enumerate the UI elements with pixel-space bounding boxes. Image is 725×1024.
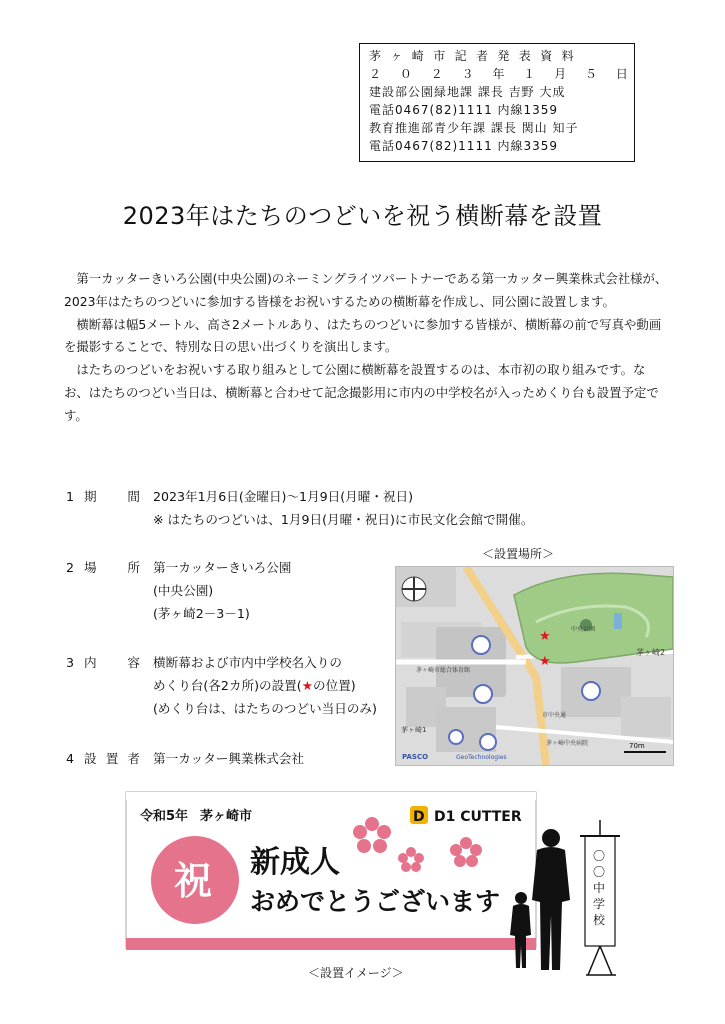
page-title: 2023年はたちのつどいを祝う横断幕を設置 [122, 202, 603, 230]
banner-svg [110, 780, 630, 980]
item-value: 第一カッターきいろ公園 [153, 560, 292, 575]
release-date: ２ ０ ２ ３ 年 １ 月 ５ 日 [369, 67, 628, 81]
star-icon: ★ [301, 678, 313, 693]
iwai-character: 祝 [174, 859, 213, 903]
contact-dept-2: 教育推進部青少年課 課長 関山 知子 [369, 121, 579, 135]
svg-text:★: ★ [539, 629, 551, 644]
contact-dept-1: 建設部公園緑地課 課長 吉野 大成 [369, 85, 566, 99]
brand-name: D1 CUTTER [434, 809, 522, 825]
banner-era: 令和5年 [140, 809, 189, 824]
item-value: めくり台(各2カ所)の設置(★の位置) [153, 678, 356, 693]
body-text [64, 268, 670, 428]
svg-text:★: ★ [539, 654, 551, 669]
svg-text:〇: 〇 [593, 849, 606, 863]
map-label: 70m [629, 742, 645, 750]
item-number: 1 [66, 489, 75, 504]
banner-illustration [110, 780, 630, 980]
banner-city: 茅ヶ崎市 [200, 809, 253, 824]
item-content [66, 652, 386, 722]
svg-text:校: 校 [593, 913, 606, 927]
item-key: 期 間 [84, 489, 140, 504]
svg-text:学: 学 [593, 897, 606, 911]
banner-caption: ＜設置イメージ＞ [308, 966, 404, 980]
item-value: 第一カッター興業株式会社 [153, 751, 304, 766]
contact-phone-1: 電話0467(82)1111 内線1359 [369, 103, 559, 117]
map-label: 茅ヶ崎市総合体育館 [416, 667, 471, 674]
banner-headline: 新成人 [250, 845, 340, 880]
item-period [66, 486, 566, 536]
map-label: GeoTechnologies [456, 754, 507, 761]
banner-subline: おめでとうございます [250, 887, 501, 916]
map-label: 茅ヶ崎中央病院 [546, 740, 589, 747]
paragraph: はたちのつどいをお祝いする取り組みとして公園に横断幕を設置するのは、本市初の取り組みです。なお、はたちのつどい当日は、横断幕と合わせて記念撮影用に市内の中学校名が入っためくり台も設置予定です。 [64, 362, 659, 423]
paragraph: 第一カッターきいろ公園(中央公園)のネーミングライツパートナーである第一カッター興業株式会社様が、2023年はたちのつどいに参加する皆様をお祝いするための横断幕を作成し、同公園に設置します。 [64, 271, 668, 309]
item-installer [66, 748, 386, 772]
item-value: (めくり台は、はたちのつどい当日のみ) [153, 701, 377, 716]
item-note: ※ はたちのつどいは、1月9日(月曜・祝日)に市民文化会館で開催。 [153, 512, 534, 527]
contact-phone-2: 電話0467(82)1111 内線3359 [369, 139, 559, 153]
item-number: 3 [66, 655, 75, 670]
press-release-label: 茅ヶ崎市記者発表資料 [369, 49, 584, 63]
map-label: 茅ヶ崎2 [636, 648, 666, 657]
location-map [395, 566, 674, 766]
item-location [66, 557, 386, 627]
item-value: 横断幕および市内中学校名入りの [153, 655, 342, 670]
item-key: 場 所 [84, 560, 140, 575]
item-key: 設 置 者 [84, 751, 140, 766]
svg-text:中: 中 [593, 881, 606, 895]
map-label: 茅ヶ崎1 [401, 726, 427, 734]
svg-text:〇: 〇 [593, 865, 606, 879]
map-label: 市中央通 [542, 712, 567, 719]
item-number: 2 [66, 560, 75, 575]
brand-logo-mark: D [413, 809, 425, 825]
item-key: 内 容 [84, 655, 140, 670]
map-caption: ＜設置場所＞ [482, 547, 555, 561]
press-info-box [359, 43, 635, 162]
map-label: PASCO [402, 753, 429, 761]
item-value: 2023年1月6日(金曜日)～1月9日(月曜・祝日) [153, 489, 414, 504]
item-number: 4 [66, 751, 75, 766]
item-value: (茅ヶ崎2－3－1) [153, 606, 250, 621]
map-svg [396, 567, 673, 765]
paragraph: 横断幕は幅5メートル、高さ2メートルあり、はたちのつどいに参加する皆様が、横断幕の前で写真や動画を撮影することで、特別な日の思い出づくりを演出します。 [64, 316, 662, 355]
item-value: (中央公園) [153, 583, 214, 598]
map-label: 中央公園 [571, 626, 596, 633]
